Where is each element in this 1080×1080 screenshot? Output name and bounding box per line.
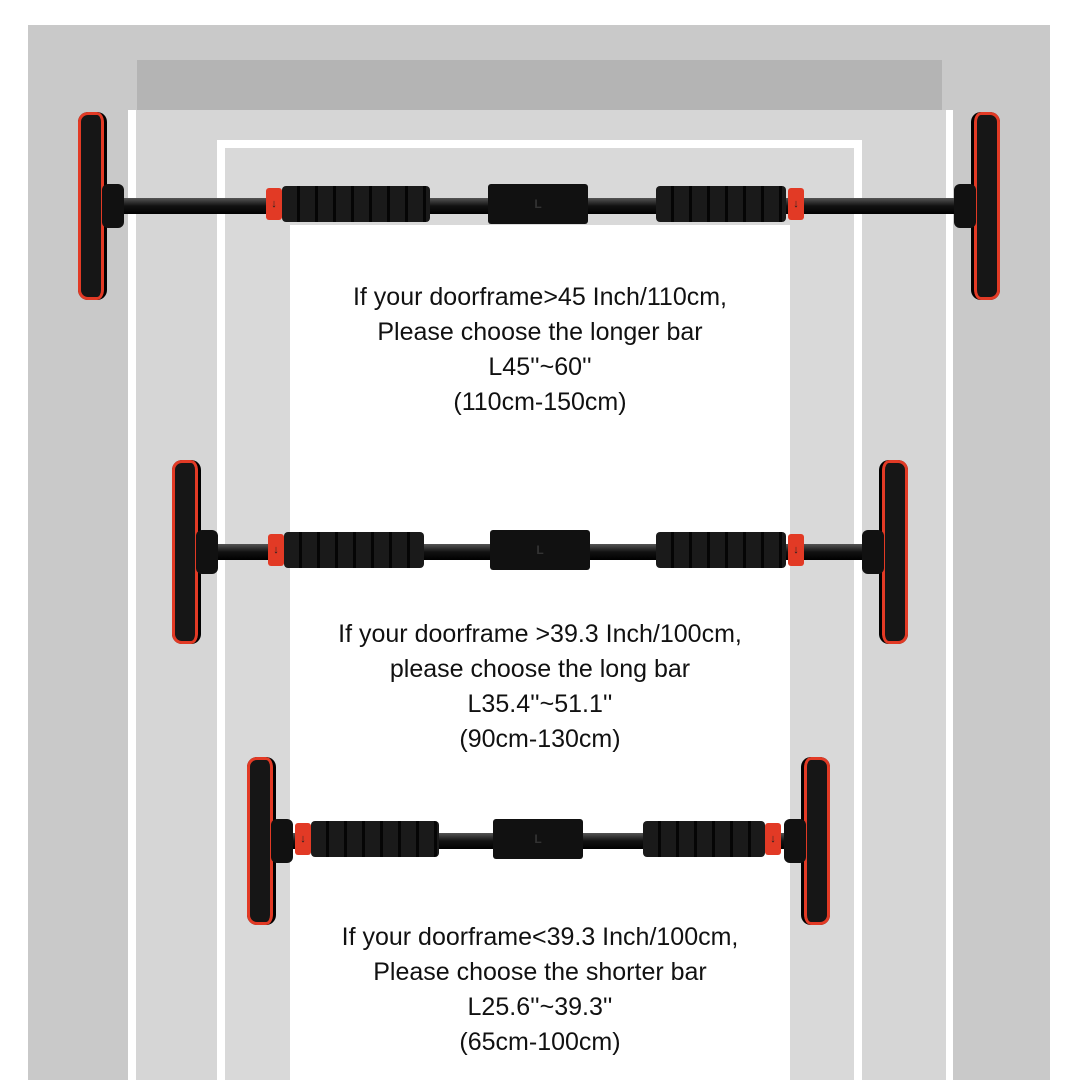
- pull-up-bar-longer: [78, 112, 1000, 300]
- bar-recommendation: Please choose the longer bar: [377, 318, 703, 346]
- foam-grip: [282, 186, 430, 222]
- foam-grip: [656, 186, 786, 222]
- end-hub: [784, 819, 806, 863]
- foam-grip: [311, 821, 439, 857]
- lock-collar-icon: ↓: [788, 188, 804, 220]
- foam-grip: [643, 821, 765, 857]
- end-hub: [102, 184, 124, 228]
- bar-recommendation: Please choose the shorter bar: [373, 958, 707, 986]
- option-longer-text: [200, 280, 880, 420]
- bar-length-inches: L45''~60'': [488, 353, 592, 381]
- end-hub: [271, 819, 293, 863]
- center-logo-sleeve: L: [488, 184, 588, 224]
- lock-collar-icon: ↓: [266, 188, 282, 220]
- end-hub: [862, 530, 884, 574]
- option-shorter-text: [200, 920, 880, 1060]
- bar-length-inches: L35.4''~51.1'': [467, 690, 613, 718]
- lock-collar-icon: ↓: [268, 534, 284, 566]
- bar-recommendation: please choose the long bar: [389, 655, 691, 683]
- doorframe-condition: If your doorframe<39.3 Inch/100cm,: [341, 923, 739, 951]
- lock-collar-icon: ↓: [765, 823, 781, 855]
- bar-length-cm: (65cm-100cm): [459, 1028, 621, 1056]
- pull-up-bar-shorter: [247, 757, 830, 925]
- lock-collar-icon: ↓: [295, 823, 311, 855]
- end-hub: [196, 530, 218, 574]
- center-logo-sleeve: L: [490, 530, 590, 570]
- bar-length-cm: (90cm-130cm): [459, 725, 621, 753]
- doorframe-condition: If your doorframe>45 Inch/110cm,: [352, 283, 728, 311]
- foam-grip: [284, 532, 424, 568]
- end-hub: [954, 184, 976, 228]
- lock-collar-icon: ↓: [788, 534, 804, 566]
- bar-length-inches: L25.6''~39.3'': [467, 993, 613, 1021]
- option-long-text: [200, 617, 880, 757]
- center-logo-sleeve: L: [493, 819, 583, 859]
- bar-length-cm: (110cm-150cm): [453, 388, 627, 416]
- door-frame-header: [137, 60, 942, 110]
- doorframe-condition: If your doorframe >39.3 Inch/100cm,: [338, 620, 742, 648]
- foam-grip: [656, 532, 786, 568]
